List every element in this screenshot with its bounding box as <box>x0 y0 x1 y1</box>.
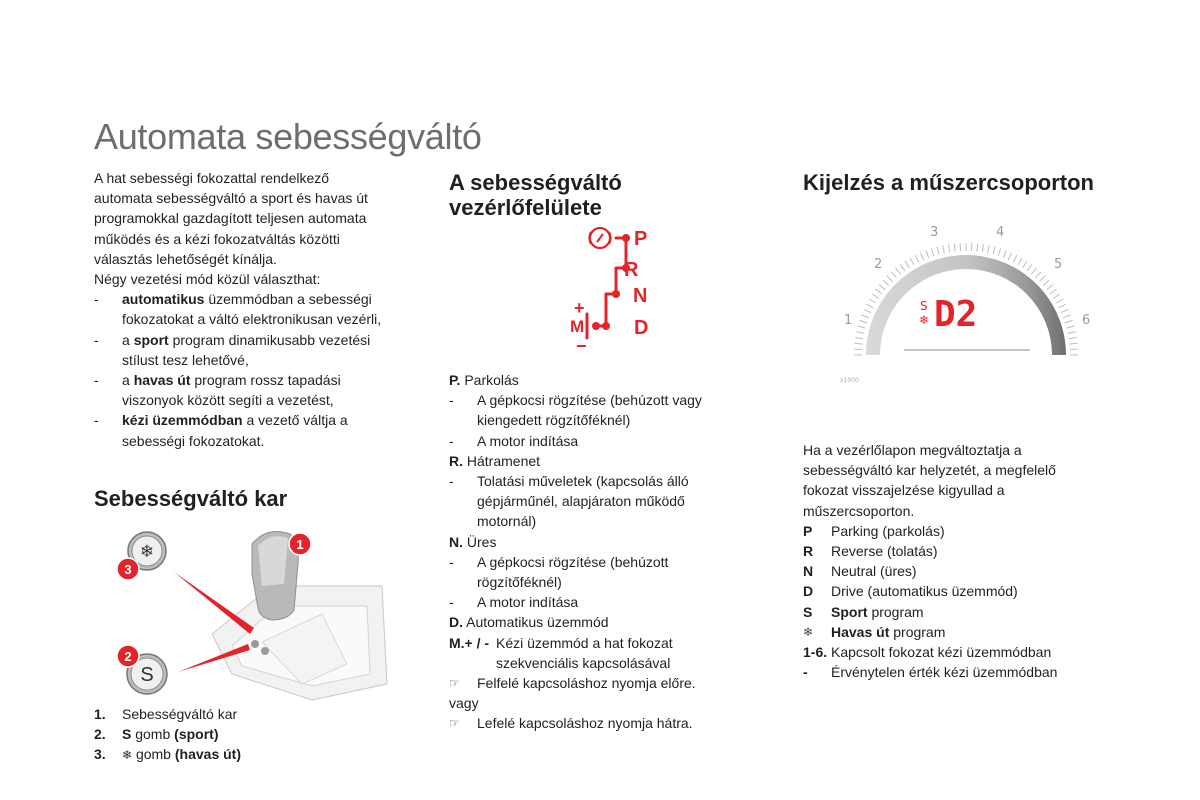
gauge-tick-mark <box>896 268 901 274</box>
gauge-tick-mark <box>1061 309 1068 312</box>
or-text: vagy <box>449 695 479 712</box>
gauge-tick-mark <box>1023 261 1027 268</box>
sport-flag: S <box>920 299 928 313</box>
snowflake-icon: ❄ <box>122 748 133 763</box>
intro-line: programokkal gazdagított teljesen automata <box>94 210 367 227</box>
gauge-tick-mark <box>861 315 869 318</box>
gauge-tick-mark <box>1068 332 1076 334</box>
lever-legend <box>94 704 414 766</box>
gauge-tick-mark <box>910 258 914 265</box>
gauge-tick-mark <box>900 264 905 271</box>
gauge-tick-mark <box>1040 276 1046 282</box>
gate-n-label: N <box>633 285 648 307</box>
gauge-tick-mark <box>1036 272 1041 278</box>
gauge-tick-label: 4 <box>996 225 1005 240</box>
gauge-tick-mark <box>872 294 879 298</box>
gauge-tick-mark <box>1069 338 1077 339</box>
gear-indicator: D2 <box>934 294 978 335</box>
callout-2 <box>117 645 139 667</box>
gauge-tick-label: 5 <box>1054 257 1063 272</box>
legend-item: 3. ❄ gomb (havas út) <box>94 746 241 763</box>
list-dash: - <box>94 372 99 389</box>
gauge-tick-mark <box>943 245 945 253</box>
gauge-tick-mark <box>869 299 876 303</box>
gauge-tick-mark <box>856 332 864 334</box>
mode-item: - automatikus üzemmódban a sebességi fokozatokat a váltó elektronikusan vezérli, <box>94 291 382 328</box>
gauge-tick-mark <box>1047 285 1053 290</box>
gauge-tick-mark <box>998 249 1001 257</box>
gauge-tick-mark <box>1056 299 1063 303</box>
gauge-tick-mark <box>860 320 868 323</box>
gauge-tick-mark <box>920 253 923 260</box>
svg-text:3: 3 <box>124 562 132 577</box>
list-item: - A motor indítása <box>449 432 579 449</box>
pointer-3 <box>174 572 254 634</box>
section-p: P. Parkolás <box>449 372 519 388</box>
display-list-item: R Reverse (tolatás) <box>803 543 938 560</box>
gear-lever-illustration <box>112 524 432 702</box>
legend-item: 1. Sebességváltó kar <box>94 706 238 722</box>
gauge-tick-mark <box>858 326 866 328</box>
s-button-label: S <box>140 664 154 686</box>
gauge-tick-mark <box>937 247 939 255</box>
gauge-tick-mark <box>854 349 862 350</box>
display-description: Ha a vezérlőlapon megváltoztatja a sebességváltó kar helyzetét, a megfelelő fokozat visszajelzése kigyullad a műszercsoporton. P Parking (parkolás) R Reverse (tolatás) N Neutral (üres) D Drive (automatikus üzemmód) S Sport program ❄ Havas út program 1-6. Kapcsolt fokozat kézi üzemmódban - Érvénytelen érték kézi üzemmódban <box>803 440 1133 682</box>
intro-line: Négy vezetési mód közül választhat: <box>94 271 321 288</box>
gate-heading: A sebességváltó vezérlőfelülete <box>449 170 622 220</box>
brake-lock-icon <box>589 228 610 248</box>
gauge-tick-mark <box>1067 326 1075 328</box>
legend-item: 2. S gomb (sport) <box>94 726 219 743</box>
section-d: D. Automatikus üzemmód <box>449 614 609 631</box>
gauge-tick-mark <box>954 244 955 252</box>
snowflake-icon: ❄ <box>139 542 155 562</box>
instrument-cluster-gauge <box>826 220 1106 390</box>
invalid-value-item: - Érvénytelen érték kézi üzemmódban <box>803 664 1058 681</box>
gauge-tick-mark <box>1008 253 1011 260</box>
intro-line: A hat sebességi fokozattal rendelkező <box>94 170 330 186</box>
gauge-tick-mark <box>960 243 961 251</box>
svg-text:1: 1 <box>296 537 304 552</box>
gauge-tick-mark <box>891 272 896 278</box>
gauge-tick-mark <box>1069 343 1077 344</box>
display-heading: Kijelzés a műszercsoporton <box>803 170 1094 195</box>
snowflake-icon: ❄ <box>919 313 930 327</box>
list-dash: - <box>94 412 99 429</box>
gauge-tick-mark <box>931 249 934 257</box>
lever-heading: Sebességváltó kar <box>94 486 288 511</box>
gauge-tick-mark <box>905 261 909 268</box>
gauge-tick-mark <box>855 338 863 339</box>
gauge-tick-mark <box>1043 280 1049 285</box>
gauge-tick-mark <box>1003 250 1006 258</box>
gate-p-label: P <box>634 228 648 250</box>
gauge-tick-mark <box>993 247 995 255</box>
gauge-tick-mark <box>887 276 893 282</box>
gauge-tick-label: 6 <box>1082 313 1091 328</box>
section-n: N. Üres <box>449 533 497 550</box>
gate-r-label: R <box>624 259 639 281</box>
intro-line: működés és a kézi fokozatváltás közötti <box>94 230 340 247</box>
mode-item: - kézi üzemmódban a vezető váltja a sebességi fokozatokat. <box>94 412 348 449</box>
tip-item: ☞ Felfelé kapcsoláshoz nyomja előre. <box>449 673 749 693</box>
gauge-tick-mark <box>864 309 871 312</box>
pointing-hand-icon: ☞ <box>449 716 460 731</box>
gate-minus-label: − <box>576 336 587 354</box>
display-list-item: P Parking (parkolás) <box>803 522 945 539</box>
gauge-tick-label: 2 <box>874 257 883 272</box>
list-item: - A gépkocsi rögzítése (behúzott rögzítőféknél) <box>449 553 669 591</box>
list-item: - A motor indítása <box>449 594 579 611</box>
gauge-tick-mark <box>875 289 882 294</box>
mode-item: - a sport program dinamikusabb vezetési stílust tesz lehetővé, <box>94 331 371 368</box>
gauge-tick-mark <box>883 280 889 285</box>
list-dash: - <box>94 331 99 348</box>
gear-gate-diagram <box>566 224 666 354</box>
gauge-tick-mark <box>971 243 972 251</box>
gauge-tick-mark <box>879 285 885 290</box>
gate-plus-label: + <box>574 298 585 318</box>
tip-item: ☞ Lefelé kapcsoláshoz nyomja hátra. <box>449 713 749 733</box>
gauge-tick-label: 1 <box>844 313 853 328</box>
gauge-tick-mark <box>977 244 978 252</box>
callout-3 <box>117 558 139 580</box>
gauge-tick-mark <box>926 250 929 258</box>
gauge-tick-mark <box>1065 320 1073 323</box>
gauge-tick-label: 3 <box>930 225 939 240</box>
gauge-tick-mark <box>866 304 873 308</box>
gauge-tick-mark <box>1070 349 1078 350</box>
gauge-tick-mark <box>915 255 919 262</box>
snowflake-icon: ❄ <box>803 624 814 639</box>
gate-d-label: D <box>634 317 649 339</box>
gate-description <box>449 370 749 734</box>
callout-1 <box>289 533 311 555</box>
gauge-tick-mark <box>1013 255 1017 262</box>
gauge-tick-mark <box>1063 315 1071 318</box>
gate-m-label: M <box>570 317 585 336</box>
intro-text-column1 <box>94 168 424 451</box>
gauge-tick-mark <box>1050 289 1057 294</box>
pointing-hand-icon: ☞ <box>449 676 460 691</box>
svg-text:2: 2 <box>124 649 132 664</box>
display-list-item: S Sport program <box>803 603 924 620</box>
gauge-tick-mark <box>988 245 990 253</box>
gauge-tick-mark <box>1059 304 1066 308</box>
gauge-tick-mark <box>1053 294 1060 298</box>
list-item: - A gépkocsi rögzítése (behúzott vagy kiengedett rögzítőféknél) <box>449 392 702 429</box>
gauge-tick-mark <box>982 244 983 252</box>
manual-range-item: 1-6. Kapcsolt fokozat kézi üzemmódban <box>803 644 1052 661</box>
gauge-tick-mark <box>1018 258 1022 265</box>
gauge-tick-mark <box>1031 268 1036 274</box>
page-title: Automata sebességváltó <box>94 116 482 157</box>
intro-line: automata sebességváltó a sport és havas út <box>94 190 368 207</box>
display-list-item: N Neutral (üres) <box>803 563 917 580</box>
mode-item: - a havas út program rossz tapadási viszonyok között segíti a vezetést, <box>94 372 341 409</box>
display-list-item: D Drive (automatikus üzemmód) <box>803 583 1018 600</box>
gauge-unit: x1000 <box>840 377 859 384</box>
gauge-tick-mark <box>855 343 863 344</box>
section-r: R. Hátramenet <box>449 452 541 469</box>
intro-line: választás lehetőségét kínálja. <box>94 250 277 267</box>
gauge-tick-mark <box>949 244 950 252</box>
display-list-item: ❄ Havas út program <box>803 622 1133 642</box>
section-m: M.+ / - Kézi üzemmód a hat fokozat szekvenciális kapcsolásával <box>449 634 673 671</box>
gauge-tick-mark <box>1027 264 1032 271</box>
list-dash: - <box>94 291 99 308</box>
list-item: - Tolatási műveletek (kapcsolás álló gépjárműnél, alapjáraton működő motornál) <box>449 473 689 530</box>
